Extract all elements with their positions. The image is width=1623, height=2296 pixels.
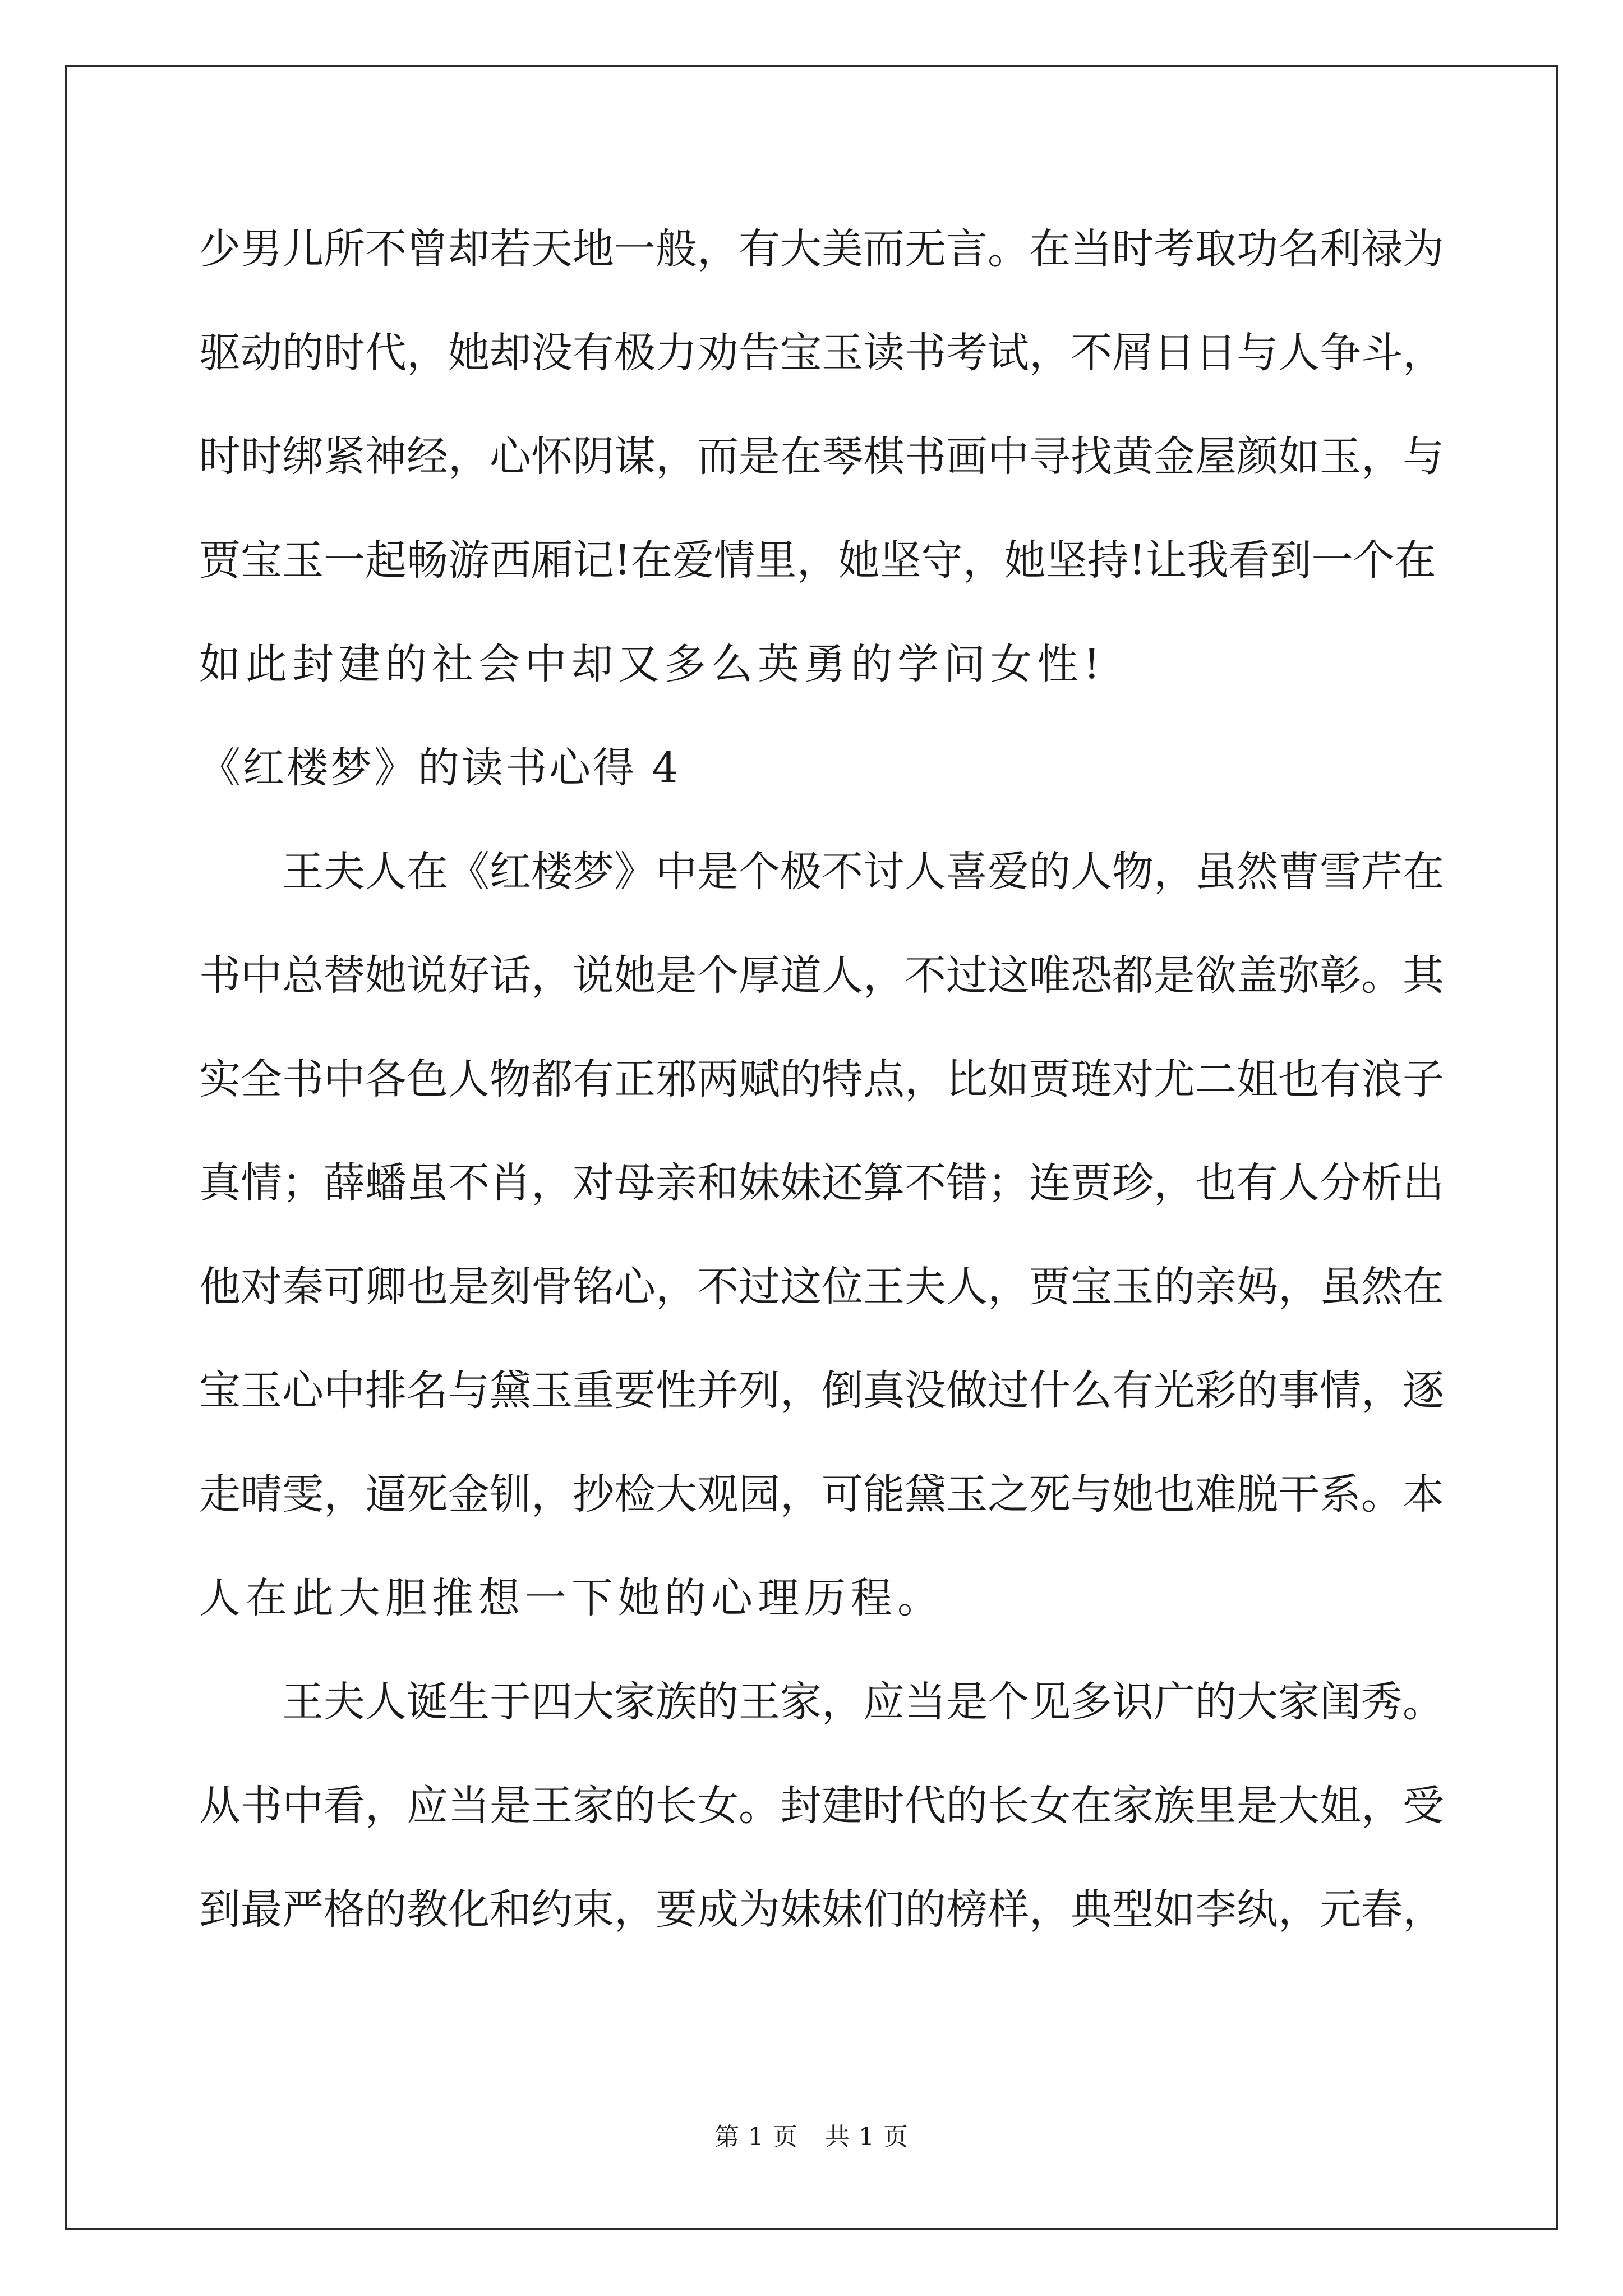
paragraph (199, 1650, 1444, 1962)
section-heading: 《红楼梦》的读书心得 4 (199, 744, 681, 792)
paragraph (199, 820, 1444, 1650)
text-line: 到最严格的教化和约束，要成为妹妹们的榜样，典型如李纨，元春， (199, 1885, 1444, 1934)
paragraph (199, 197, 1444, 716)
text-line: 实全书中各色人物都有正邪两赋的特点，比如贾琏对尤二姐也有浪子 (199, 1055, 1444, 1103)
text-line: 贾宝玉一起畅游西厢记!在爱情里，她坚守，她坚持!让我看到一个在 (199, 536, 1436, 585)
text-line: 书中总替她说好话，说她是个厚道人，不过这唯恐都是欲盖弥彰。其 (199, 951, 1444, 1000)
document-body (199, 197, 1444, 1962)
text-line: 走晴雯，逼死金钏，抄检大观园，可能黛玉之死与她也难脱干系。本 (199, 1470, 1444, 1519)
text-line: 宝玉心中排名与黛玉重要性并列，倒真没做过什么有光彩的事情，逐 (199, 1366, 1444, 1415)
text-line: 时时绑紧神经，心怀阴谋，而是在琴棋书画中寻找黄金屋颜如玉，与 (199, 432, 1444, 481)
text-line: 驱动的时代，她却没有极力劝告宝玉读书考试，不屑日日与人争斗， (199, 329, 1444, 377)
text-line: 如此封建的社会中却又多么英勇的学问女性! (199, 640, 1105, 688)
text-line: 少男儿所不曾却若天地一般，有大美而无言。在当时考取功名利禄为 (199, 225, 1444, 273)
text-line: 从书中看，应当是王家的长女。封建时代的长女在家族里是大姐，受 (199, 1782, 1444, 1830)
text-line: 王夫人在《红楼梦》中是个极不讨人喜爱的人物，虽然曹雪芹在 (282, 848, 1444, 896)
text-line: 王夫人诞生于四大家族的王家，应当是个见多识广的大家闺秀。 (282, 1678, 1444, 1726)
text-line: 人在此大胆推想一下她的心理历程。 (199, 1574, 944, 1622)
page-total: 共 1 页 (825, 2123, 909, 2151)
page-footer (0, 2116, 1623, 2152)
text-line: 他对秦可卿也是刻骨铭心，不过这位王夫人，贾宝玉的亲妈，虽然在 (199, 1263, 1444, 1311)
text-line: 真情；薛蟠虽不肖，对母亲和妹妹还算不错；连贾珍，也有人分析出 (199, 1159, 1444, 1207)
page-number: 第 1 页 (714, 2123, 798, 2151)
